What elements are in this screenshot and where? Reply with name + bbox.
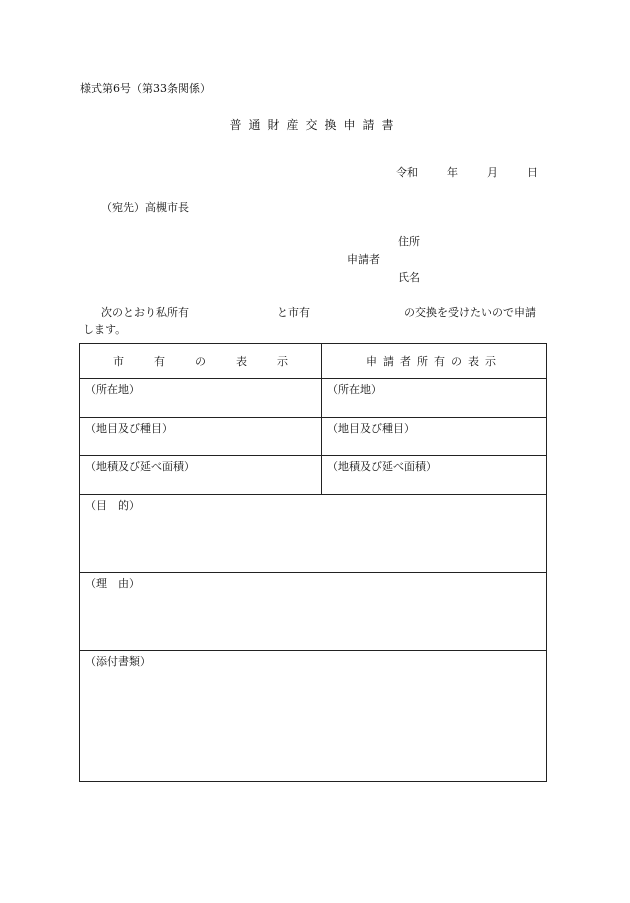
date-year: 年 <box>447 166 458 179</box>
document-title: 普通財産交換申請書 <box>229 118 401 132</box>
addressee: （宛先）高槻市長 <box>101 201 189 214</box>
city-land-category-field[interactable]: （地目及び種目） <box>80 418 322 456</box>
name-label: 氏名 <box>398 271 420 284</box>
date-day: 日 <box>527 166 538 179</box>
purpose-field[interactable]: （目 的） <box>80 495 547 573</box>
city-location-field[interactable]: （所在地） <box>80 379 322 418</box>
city-area-field[interactable]: （地積及び延べ面積） <box>80 456 322 495</box>
property-exchange-table <box>79 343 547 782</box>
attachments-field[interactable]: （添付書類） <box>80 651 547 782</box>
date-era: 令和 <box>396 166 418 179</box>
address-label: 住所 <box>398 235 420 248</box>
city-property-header: 市 有 の 表 示 <box>80 344 322 379</box>
applicant-land-category-field[interactable]: （地目及び種目） <box>322 418 547 456</box>
request-text-private: 次のとおり私所有 <box>101 306 189 319</box>
applicant-label: 申請者 <box>347 253 380 266</box>
request-text-line2: します。 <box>83 323 127 336</box>
date-month: 月 <box>487 166 498 179</box>
reason-field[interactable]: （理 由） <box>80 573 547 651</box>
applicant-location-field[interactable]: （所在地） <box>322 379 547 418</box>
request-text-exchange: の交換を受けたいので申請 <box>404 306 536 319</box>
date-line <box>396 164 538 180</box>
applicant-property-header: 申請者所有の表示 <box>322 344 547 379</box>
request-text-city: と市有 <box>277 306 310 319</box>
applicant-area-field[interactable]: （地積及び延べ面積） <box>322 456 547 495</box>
form-number: 様式第6号（第33条関係） <box>80 82 211 95</box>
